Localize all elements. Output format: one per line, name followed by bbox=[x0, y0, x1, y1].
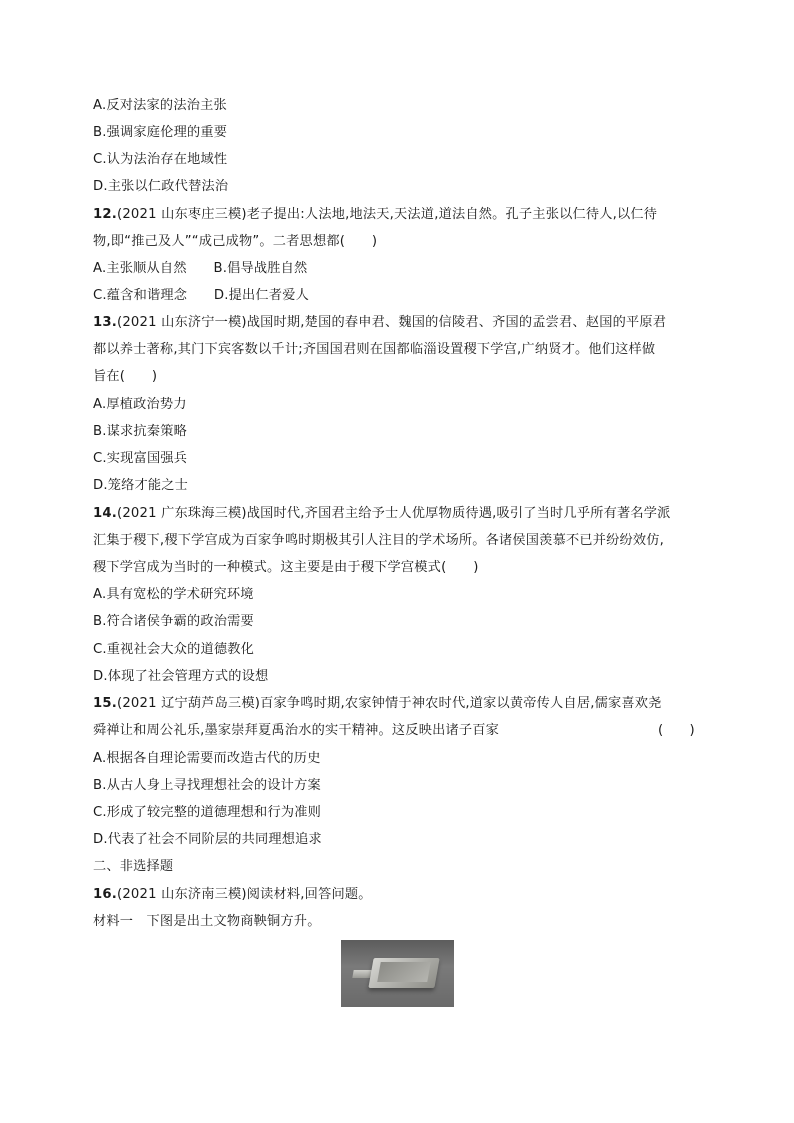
q13-number: 13. bbox=[93, 315, 117, 330]
q15-option-c: C.形成了较完整的道德理想和行为准则 bbox=[93, 805, 321, 820]
q11-option-b: B.强调家庭伦理的重要 bbox=[93, 125, 228, 140]
q11-option-a: A.反对法家的法治主张 bbox=[93, 98, 227, 113]
q14-number: 14. bbox=[93, 506, 117, 521]
q14-stem-line1 bbox=[93, 505, 671, 523]
q13-text: (2021 山东济宁一模)战国时期,楚国的春申君、魏国的信陵君、齐国的孟尝君、赵国的平原君 bbox=[116, 315, 667, 330]
q12-number: 12. bbox=[93, 207, 117, 222]
q15-number: 15. bbox=[93, 696, 117, 711]
q11-option-c: C.认为法治存在地域性 bbox=[93, 152, 228, 167]
q13-stem-line1 bbox=[93, 314, 666, 332]
q13-stem-line3: 旨在( ) bbox=[93, 369, 158, 384]
q13-option-a: A.厚植政治势力 bbox=[93, 397, 187, 412]
q16-stem-line1 bbox=[93, 886, 372, 904]
q14-option-c: C.重视社会大众的道德教化 bbox=[93, 642, 255, 657]
q14-text: (2021 广东珠海三模)战国时代,齐国君主给予士人优厚物质待遇,吸引了当时几乎所有著名学派 bbox=[116, 506, 671, 521]
q14-option-a: A.具有宽松的学术研究环境 bbox=[93, 587, 254, 602]
q15-text: (2021 辽宁葫芦岛三模)百家争鸣时期,农家钟情于神农时代,道家以黄帝传人自居,儒家喜欢尧 bbox=[116, 696, 662, 711]
section-heading: 二、非选择题 bbox=[93, 859, 174, 874]
q13-option-d: D.笼络才能之士 bbox=[93, 478, 189, 493]
vessel-interior bbox=[377, 962, 431, 982]
q12-stem-line2: 物,即“推己及人”“成己成物”。二者思想都( ) bbox=[93, 234, 378, 249]
q12-options-row1: A.主张顺从自然 B.倡导战胜自然 bbox=[93, 261, 308, 276]
q12-stem-line1 bbox=[93, 206, 657, 224]
q16-text: (2021 山东济南三模)阅读材料,回答问题。 bbox=[116, 887, 372, 902]
q13-stem-line2: 都以养士著称,其门下宾客数以千计;齐国国君则在国都临淄设置稷下学宫,广纳贤才。他们这样做 bbox=[93, 342, 656, 357]
q12-options-row2: C.蕴含和谐理念 D.提出仁者爱人 bbox=[93, 288, 309, 303]
q14-stem-line2: 汇集于稷下,稷下学宫成为百家争鸣时期极其引人注目的学术场所。各诸侯国羡慕不已并纷纷效仿, bbox=[93, 533, 665, 548]
q15-option-b: B.从古人身上寻找理想社会的设计方案 bbox=[93, 778, 321, 793]
q13-option-c: C.实现富国强兵 bbox=[93, 451, 188, 466]
q13-option-b: B.谋求抗秦策略 bbox=[93, 424, 187, 439]
q15-stem-line2: 舜禅让和周公礼乐,墨家崇拜夏禹治水的实干精神。这反映出诸子百家 bbox=[93, 723, 500, 738]
bronze-vessel-photo bbox=[341, 940, 454, 1007]
q14-stem-line3: 稷下学宫成为当时的一种模式。这主要是由于稷下学宫模式( ) bbox=[93, 560, 479, 575]
q11-option-d: D.主张以仁政代替法治 bbox=[93, 179, 229, 194]
q15-stem-line1 bbox=[93, 695, 662, 713]
q15-option-d: D.代表了社会不同阶层的共同理想追求 bbox=[93, 832, 322, 847]
q14-option-b: B.符合诸侯争霸的政治需要 bbox=[93, 614, 254, 629]
q14-option-d: D.体现了社会管理方式的设想 bbox=[93, 669, 269, 684]
q12-text: (2021 山东枣庄三模)老子提出:人法地,地法天,天法道,道法自然。孔子主张以仁待人,以仁待 bbox=[116, 207, 658, 222]
q16-number: 16. bbox=[93, 887, 117, 902]
q15-option-a: A.根据各自理论需要而改造古代的历史 bbox=[93, 751, 321, 766]
q16-material1: 材料一 下图是出土文物商鞅铜方升。 bbox=[93, 914, 321, 929]
q15-answer-paren: ( ) bbox=[658, 723, 695, 738]
